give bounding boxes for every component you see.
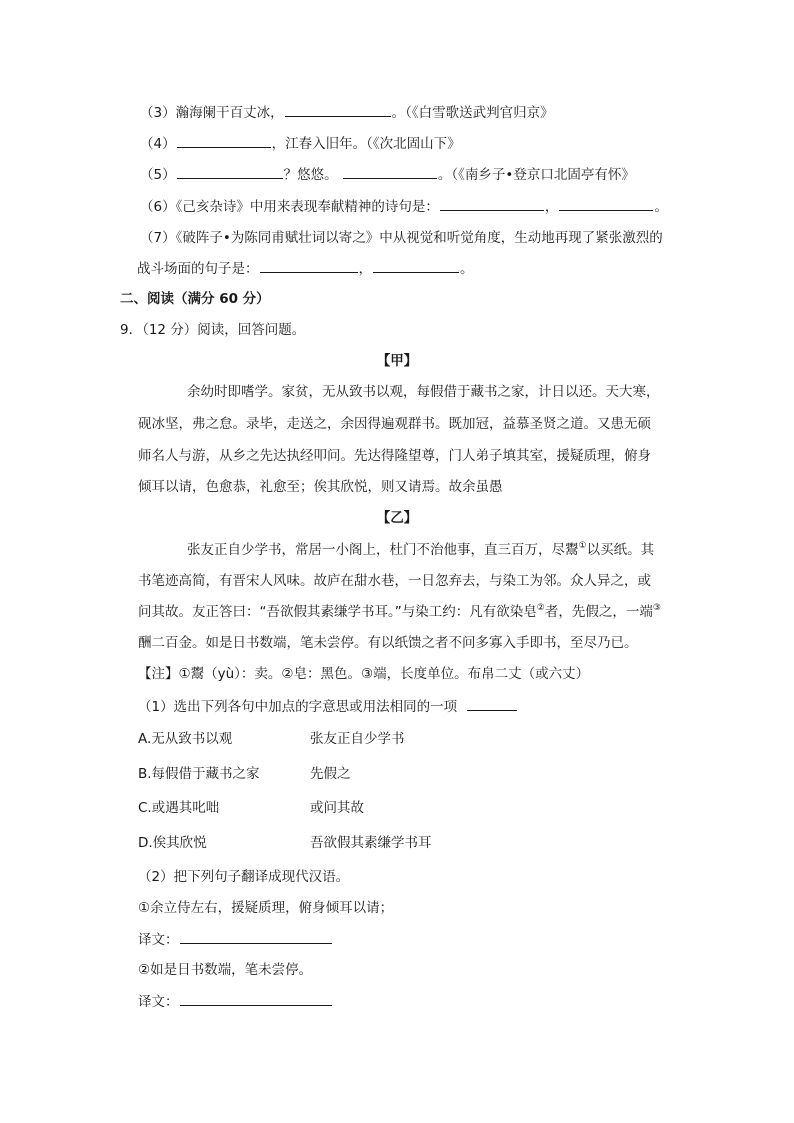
option-a-right: 张友正自少学书 bbox=[310, 731, 405, 747]
q6-answer-blank-1[interactable] bbox=[440, 196, 544, 211]
yi-line-1 bbox=[187, 540, 654, 560]
jia-line-3: 师名人与游，从乡之先达执经叩问。先达得隆望尊，门人弟子填其室，援疑质理，俯身 bbox=[138, 448, 651, 464]
option-a-left: A.无从致书以观 bbox=[138, 731, 233, 747]
q3-text-post: 。（《白雪歌送武判官归京》 bbox=[391, 105, 554, 121]
q6-text-sep: ， bbox=[544, 199, 559, 215]
jia-line-1: 余幼时即嗜学。家贫，无从致书以观，每假借于藏书之家，计日以还。天大寒， bbox=[187, 384, 660, 400]
q5-answer-blank-1[interactable] bbox=[177, 164, 283, 179]
fill-q7-line1: （7）《破阵子•为陈同甫赋壮词以寄之》中从视觉和听觉角度，生动地再现了紧张激烈的 bbox=[140, 230, 663, 246]
option-d-left: D.俟其欣悦 bbox=[138, 835, 207, 851]
yi-line-3 bbox=[138, 602, 661, 622]
sub1-question-text: （1）选出下列各句中加点的字意思或用法相同的一项 bbox=[138, 699, 458, 715]
q3-text-pre: （3）瀚海阑干百丈冰， bbox=[140, 105, 284, 121]
q4-text-pre: （4） bbox=[140, 136, 176, 152]
yi-title: 【乙】 bbox=[376, 510, 418, 526]
sub2-translation-1 bbox=[138, 929, 333, 950]
q6-text-post: 。 bbox=[654, 199, 668, 215]
note-marker-3: ③ bbox=[652, 603, 661, 613]
option-c-left: C.或遇其叱咄 bbox=[138, 800, 220, 816]
sub2-sentence-2: ②如是日书数端，笔未尝停。 bbox=[138, 962, 313, 978]
q7-text-post: 。 bbox=[460, 261, 474, 277]
fill-q7-line2 bbox=[137, 258, 474, 279]
yi-line-2: 书笔迹高简，有晋宋人风味。故庐在甜水巷，一日忽弃去，与染工为邻。众人异之，或 bbox=[138, 573, 651, 589]
q7-text-sep: ， bbox=[358, 261, 372, 277]
note-marker-2: ② bbox=[536, 603, 545, 613]
q5-text-mid: ？悠悠。 bbox=[283, 167, 338, 183]
jia-title: 【甲】 bbox=[376, 353, 418, 369]
option-d[interactable] bbox=[138, 833, 558, 853]
yi-line-3-text-b: 者，先假之，一端 bbox=[544, 604, 653, 620]
yi-note: 【注】①鬻（yù）：卖。②皂：黑色。③端，长度单位。布帛二丈（或六丈） bbox=[138, 666, 590, 682]
translation-2-blank[interactable] bbox=[180, 991, 332, 1006]
sub2-question: （2）把下列句子翻译成现代汉语。 bbox=[138, 869, 350, 885]
translation-2-label: 译文： bbox=[138, 994, 179, 1010]
jia-line-4: 倾耳以请，色愈恭，礼愈至；俟其欣悦，则又请焉。故余虽愚 bbox=[138, 479, 503, 495]
option-b-right: 先假之 bbox=[310, 766, 351, 782]
yi-line-4: 酬二百金。如是日书数端，笔未尝停。有以纸馈之者不问多寡入手即书，至尽乃已。 bbox=[138, 635, 638, 651]
jia-line-2: 砚冰坚，弗之怠。录毕，走送之，余因得遍观群书。既加冠，益慕圣贤之道。又患无硕 bbox=[138, 416, 651, 432]
section-title: 二、阅读（满分 60 分） bbox=[120, 291, 270, 307]
yi-line-1-text-b: 以买纸。其 bbox=[586, 542, 655, 558]
option-d-right: 吾欲假其素缣学书耳 bbox=[310, 835, 432, 851]
translation-1-blank[interactable] bbox=[180, 929, 332, 944]
yi-line-1-text-a: 张友正自少学书，常居一小阁上，杜门不治他事，直三百万，尽鬻 bbox=[187, 542, 579, 558]
q4-answer-blank[interactable] bbox=[177, 133, 271, 148]
q5-text-pre: （5） bbox=[140, 167, 176, 183]
sub2-translation-2 bbox=[138, 991, 333, 1012]
q7-answer-blank-2[interactable] bbox=[373, 258, 459, 273]
q5-answer-blank-2[interactable] bbox=[343, 164, 437, 179]
q9-intro: 9．（12 分）阅读，回答问题。 bbox=[120, 322, 306, 338]
fill-q6 bbox=[140, 196, 668, 217]
q7-text-pre: 战斗场面的句子是： bbox=[137, 261, 259, 277]
sub1-answer-blank[interactable] bbox=[467, 696, 517, 711]
q5-text-post: 。（《南乡子•登京口北固亭有怀》 bbox=[437, 167, 635, 183]
note-marker-1: ① bbox=[578, 541, 587, 551]
translation-1-label: 译文： bbox=[138, 932, 179, 948]
sub2-sentence-1: ①余立侍左右，援疑质理，俯身倾耳以请； bbox=[138, 900, 394, 916]
q3-answer-blank[interactable] bbox=[285, 102, 391, 117]
fill-q3 bbox=[140, 102, 554, 123]
q4-text-post: ，江春入旧年。（《次北固山下》 bbox=[271, 136, 461, 152]
option-a[interactable] bbox=[138, 729, 558, 749]
q6-text-pre: （6）《己亥杂诗》中用来表现奉献精神的诗句是： bbox=[140, 199, 439, 215]
q7-answer-blank-1[interactable] bbox=[260, 258, 358, 273]
sub1-question bbox=[138, 696, 518, 717]
option-c-right: 或问其故 bbox=[310, 800, 364, 816]
option-b[interactable] bbox=[138, 764, 558, 784]
option-b-left: B.每假借于藏书之家 bbox=[138, 766, 260, 782]
option-c[interactable] bbox=[138, 798, 558, 818]
yi-line-3-text-a: 问其故。友正答曰：“吾欲假其素缣学书耳。”与染工约：凡有欲染皂 bbox=[138, 604, 537, 620]
q6-answer-blank-2[interactable] bbox=[559, 196, 653, 211]
fill-q4 bbox=[140, 133, 461, 154]
fill-q5 bbox=[140, 164, 635, 185]
